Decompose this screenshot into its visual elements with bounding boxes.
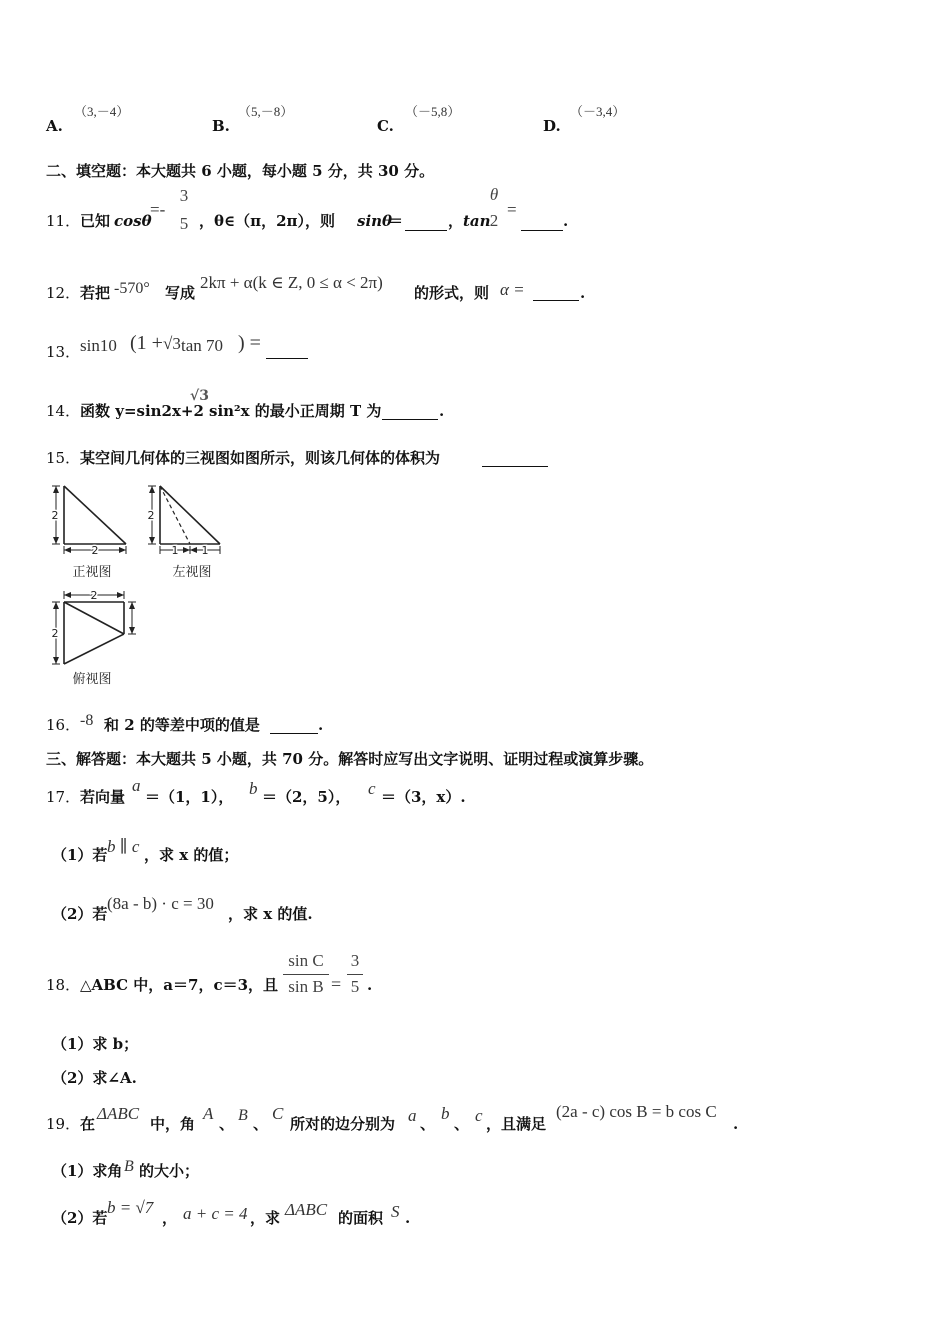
q19-part1-label: （1）求角 <box>52 1162 123 1180</box>
q19-side-c: c <box>475 1106 483 1125</box>
side-dim-right: 1 <box>201 544 209 557</box>
q12-text2: 写成 <box>165 284 196 302</box>
option-b-label: B. <box>212 117 230 135</box>
q11-numerator: 3 <box>179 186 189 205</box>
q17-vec-c: c <box>368 779 376 798</box>
q19-part2-S: S <box>391 1202 400 1221</box>
q11-denominator: 5 <box>179 214 189 233</box>
q19-part2-ac: a + c = 4 <box>183 1204 248 1223</box>
q11-blank1 <box>405 229 447 231</box>
q17-part1-end: ，求 x 的值； <box>144 846 239 864</box>
q19-part2-end: . <box>405 1209 411 1227</box>
q16-value: -8 <box>80 712 94 729</box>
q11-fraction <box>174 186 194 234</box>
q11-number: 11． <box>46 212 81 230</box>
q11-sin: sinθ <box>357 212 393 230</box>
q19-number: 19． <box>46 1115 81 1133</box>
front-dim-height: 2 <box>51 509 59 522</box>
side-dim-left: 1 <box>171 544 179 557</box>
q18-ratio-fraction <box>347 951 363 997</box>
q14-number: 14． <box>46 402 81 420</box>
q12-blank <box>533 299 579 301</box>
q17-c-value: ＝（3，x）. <box>381 788 466 806</box>
q11-cos: cosθ <box>114 212 152 230</box>
front-view-label: 正视图 <box>72 565 112 580</box>
q17-part1-expr: b ∥ c <box>107 837 140 856</box>
q13-open: (1 + <box>130 332 163 354</box>
q19-part2-triangle: ΔABC <box>285 1200 328 1219</box>
q18-end: . <box>367 976 373 994</box>
front-view <box>52 486 126 554</box>
option-d-value: （－3,4） <box>570 104 626 119</box>
option-c-label: C. <box>377 117 394 135</box>
q11-text1: 已知 <box>80 212 111 230</box>
q17-vec-a: a <box>132 776 141 795</box>
section3-heading: 三、解答题：本大题共 5 小题，共 70 分。解答时应写出文字说明、证明过程或演算步骤。 <box>46 750 654 768</box>
q19-text1: 在 <box>80 1115 96 1133</box>
q11-tan: tan <box>463 212 491 230</box>
q19-condition: (2a - c) cos B = b cos C <box>556 1102 717 1121</box>
side-view <box>148 486 220 554</box>
q11-eq1: ＝ <box>388 212 404 230</box>
q16-text: 和 2 的等差中项的值是 <box>104 716 260 734</box>
q19-part1-end: 的大小； <box>139 1162 200 1180</box>
q13-sqrt3: √3 <box>163 334 181 353</box>
q18-sinB: sin B <box>283 974 329 997</box>
q18-numerator: 3 <box>350 951 360 970</box>
q14-blank <box>382 418 438 420</box>
q19-part2-label: （2）若 <box>52 1209 108 1227</box>
q19-sep3: 、 <box>420 1115 436 1133</box>
q11-theta: θ <box>489 185 499 204</box>
q15-text: 某空间几何体的三视图如图所示，则该几何体的体积为 <box>80 449 441 467</box>
q13-tan70: tan 70 <box>181 336 224 355</box>
q12-text3: 的形式，则 <box>414 284 490 302</box>
q17-number: 17． <box>46 788 81 806</box>
q18-part1: （1）求 b； <box>52 1035 139 1053</box>
q19-text2: 中，角 <box>150 1115 196 1133</box>
q16-end: . <box>318 716 324 734</box>
q12-alpha: α = <box>500 280 525 299</box>
q18-text: △ABC 中，a＝7，c＝3，且 <box>80 976 279 994</box>
q11-end: . <box>563 212 569 230</box>
q14-end: . <box>439 402 445 420</box>
q18-denominator: 5 <box>347 974 363 997</box>
q12-text1: 若把 <box>80 284 111 302</box>
top-dim-width: 2 <box>90 589 98 602</box>
q11-two: 2 <box>489 211 499 230</box>
option-d-label: D. <box>543 117 561 135</box>
q11-text2: ，θ∈（π，2π），则 <box>199 212 336 230</box>
front-dim-width: 2 <box>91 544 99 557</box>
q16-number: 16． <box>46 716 81 734</box>
q12-angle: -570° <box>114 280 150 297</box>
q19-end: . <box>733 1115 739 1133</box>
q11-half-theta <box>486 185 502 231</box>
three-views-figure <box>40 478 230 690</box>
q17-text1: 若向量 <box>80 788 126 806</box>
q19-part2-comma: ， <box>162 1209 178 1227</box>
q13-number: 13． <box>46 343 81 361</box>
q12-formula: 2kπ + α(k ∈ Z, 0 ≤ α < 2π) <box>200 273 383 292</box>
q18-part2: （2）求∠A. <box>52 1069 137 1087</box>
q19-side-a: a <box>408 1106 417 1125</box>
q12-end: . <box>580 284 586 302</box>
top-dim-height: 2 <box>51 627 59 640</box>
q19-side-b: b <box>441 1104 450 1123</box>
q19-sep2: 、 <box>253 1115 269 1133</box>
q13-blank <box>266 357 308 359</box>
q19-triangle: ΔABC <box>97 1104 140 1123</box>
side-view-label: 左视图 <box>172 565 212 580</box>
option-a-label: A. <box>46 117 63 135</box>
q11-eq2: = <box>507 200 517 219</box>
side-dim-height: 2 <box>147 509 155 522</box>
q16-blank <box>270 732 318 734</box>
option-a-value: （3,－4） <box>74 104 130 119</box>
q17-part2-end: ，求 x 的值. <box>228 905 313 923</box>
q19-angle-B: B <box>238 1107 248 1124</box>
q17-part1-label: （1）若 <box>52 846 108 864</box>
q14-sqrt3: √3 <box>190 388 209 404</box>
q17-vec-b: b <box>249 779 258 798</box>
q19-part1-B: B <box>124 1158 134 1175</box>
q11-blank2 <box>521 229 563 231</box>
q19-text4: ，且满足 <box>486 1115 547 1133</box>
q12-number: 12． <box>46 284 81 302</box>
q18-number: 18． <box>46 976 81 994</box>
q11-eq-neg: =- <box>150 200 166 219</box>
q15-number: 15． <box>46 449 81 467</box>
top-view-label: 俯视图 <box>72 672 112 687</box>
q19-angle-C: C <box>272 1104 284 1123</box>
option-c-value: （－5,8） <box>405 104 461 119</box>
q13-sin10: sin10 <box>80 336 117 355</box>
q11-comma: ， <box>448 212 464 230</box>
q13-close: ) = <box>238 332 261 354</box>
q17-part2-label: （2）若 <box>52 905 108 923</box>
q17-b-value: ＝（2，5）， <box>262 788 351 806</box>
q19-angle-A: A <box>203 1104 214 1123</box>
q18-sinC: sin C <box>288 951 324 970</box>
q14-text2: sin²x 的最小正周期 T 为 <box>209 402 382 420</box>
q15-blank <box>482 465 548 467</box>
q19-sep1: 、 <box>219 1115 235 1133</box>
section2-heading: 二、填空题：本大题共 6 小题，每小题 5 分，共 30 分。 <box>46 162 435 180</box>
q19-part2-text: ，求 <box>250 1209 281 1227</box>
q14-text1: 函数 y=sin2x+2 <box>80 402 204 420</box>
q18-sin-fraction <box>283 951 329 997</box>
q17-part2-expr: (8a - b) · c = 30 <box>107 894 214 913</box>
q19-part2-b: b = √7 <box>107 1198 154 1217</box>
q17-a-value: ＝（1，1）， <box>145 788 234 806</box>
q18-eq: = <box>331 974 342 994</box>
q19-text3: 所对的边分别为 <box>290 1115 396 1133</box>
q19-part2-text2: 的面积 <box>338 1209 384 1227</box>
option-b-value: （5,－8） <box>238 104 294 119</box>
q19-sep4: 、 <box>454 1115 470 1133</box>
